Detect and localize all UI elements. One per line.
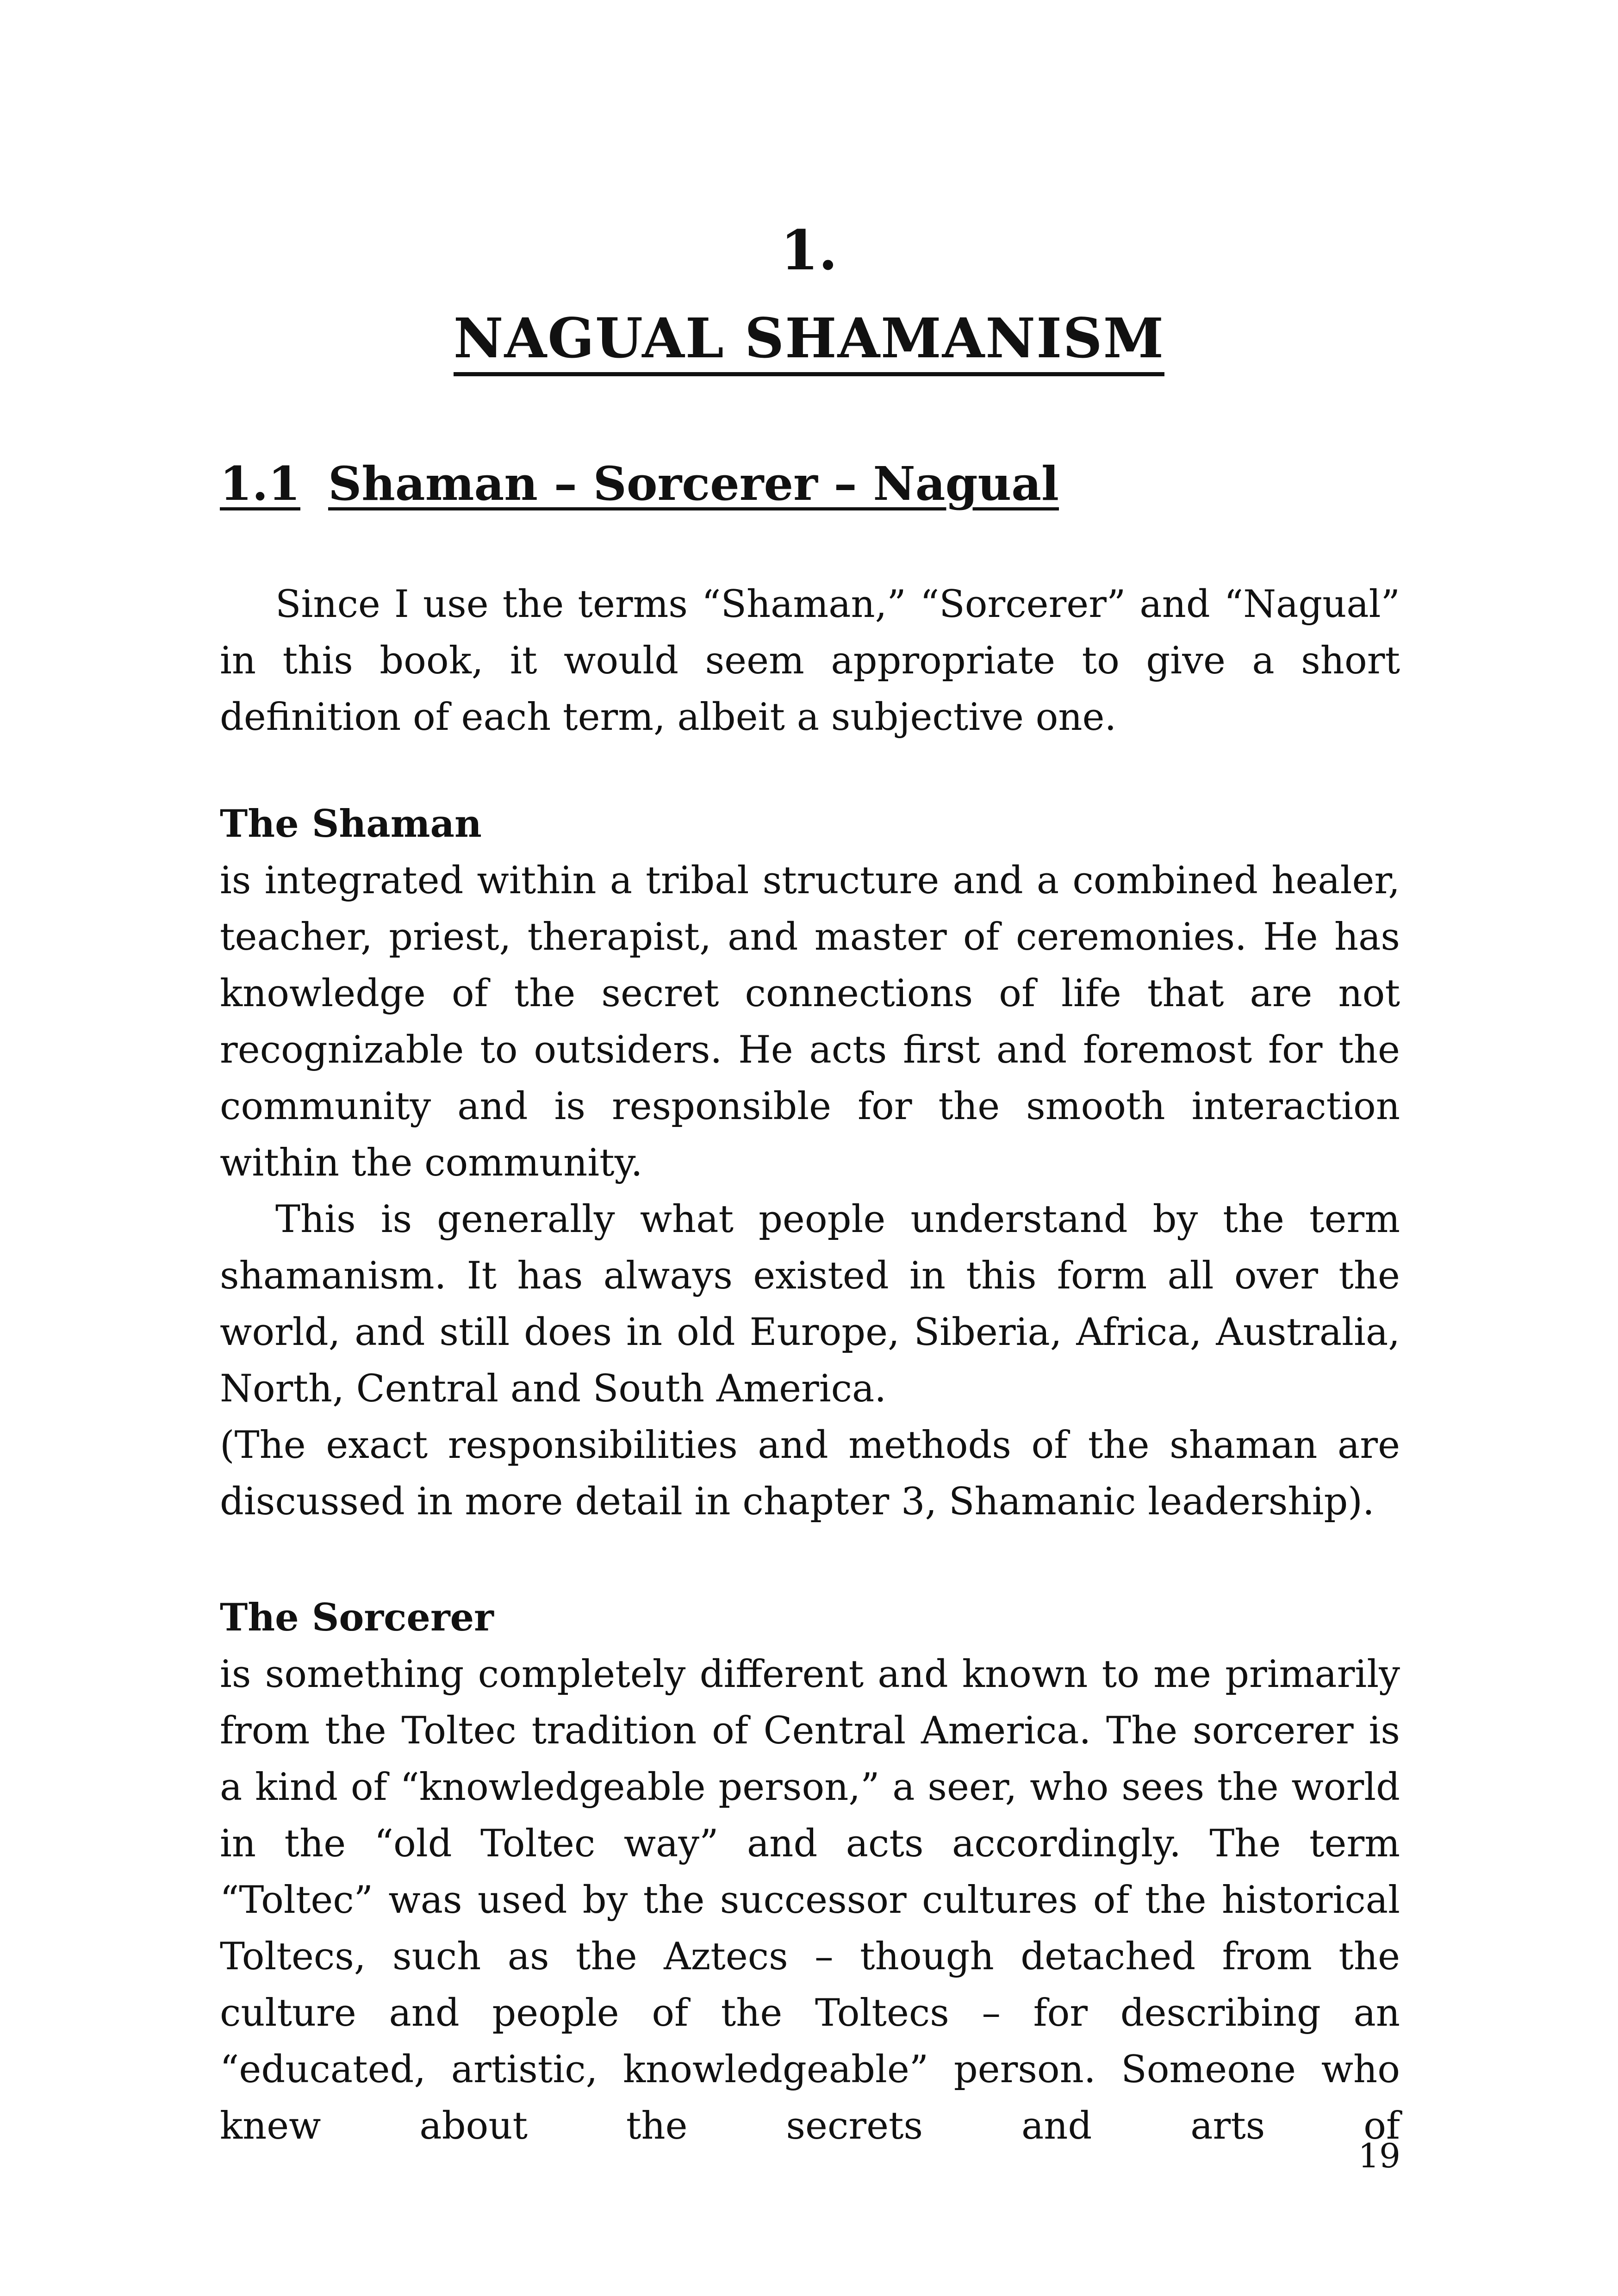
shaman-paragraph-2: This is generally what people understand by the term shamanism. It has always existed in this form all over the world, and still does in old Europe, Siberia, Africa, Australia, North, Central and South America. <box>220 1198 1400 1411</box>
section-heading <box>220 456 1059 511</box>
chapter-number: 1. <box>780 218 838 282</box>
intro-block <box>220 576 1400 746</box>
intro-paragraph: Since I use the terms “Shaman,” “Sorcerer” and “Nagual” in this book, it would seem appropriate to give a short definition of each term, albeit a subjective one. <box>220 583 1400 739</box>
shaman-heading: The Shaman <box>220 802 482 846</box>
page-number: 19 <box>1358 2136 1400 2175</box>
shaman-block <box>220 796 1400 1530</box>
chapter-title-wrap <box>0 305 1618 376</box>
section-number: 1.1 <box>220 456 300 511</box>
chapter-title: NAGUAL SHAMANISM <box>454 305 1164 376</box>
sorcerer-heading: The Sorcerer <box>220 1596 494 1640</box>
shaman-paragraph-1: is integrated within a tribal structure and a combined healer, teacher, priest, therapist, and master of ceremonies. He has knowledge of the secret connections of life that are not recognizable to outsiders. He acts first and foremost for the community and is responsible for the smooth interaction within the community. <box>220 859 1400 1185</box>
shaman-paragraph-3: (The exact responsibilities and methods of the shaman are discussed in more detail in chapter 3, Shamanic leadership). <box>220 1424 1400 1524</box>
sorcerer-paragraph-1: is something completely different and known to me primarily from the Toltec tradition of Central America. The sorcerer is a kind of “knowledgeable person,” a seer, who sees the world in the “old Toltec way” and acts accordingly. The term “Toltec” was used by the successor cultures of the historical Toltecs, such as the Aztecs – though detached from the culture and people of the Toltecs – for describing an “educated, artistic, knowledgeable” person. Someone who knew about the secrets and arts of <box>220 1653 1400 2148</box>
sorcerer-block <box>220 1590 1400 2154</box>
section-title: Shaman – Sorcerer – Nagual <box>328 456 1059 511</box>
